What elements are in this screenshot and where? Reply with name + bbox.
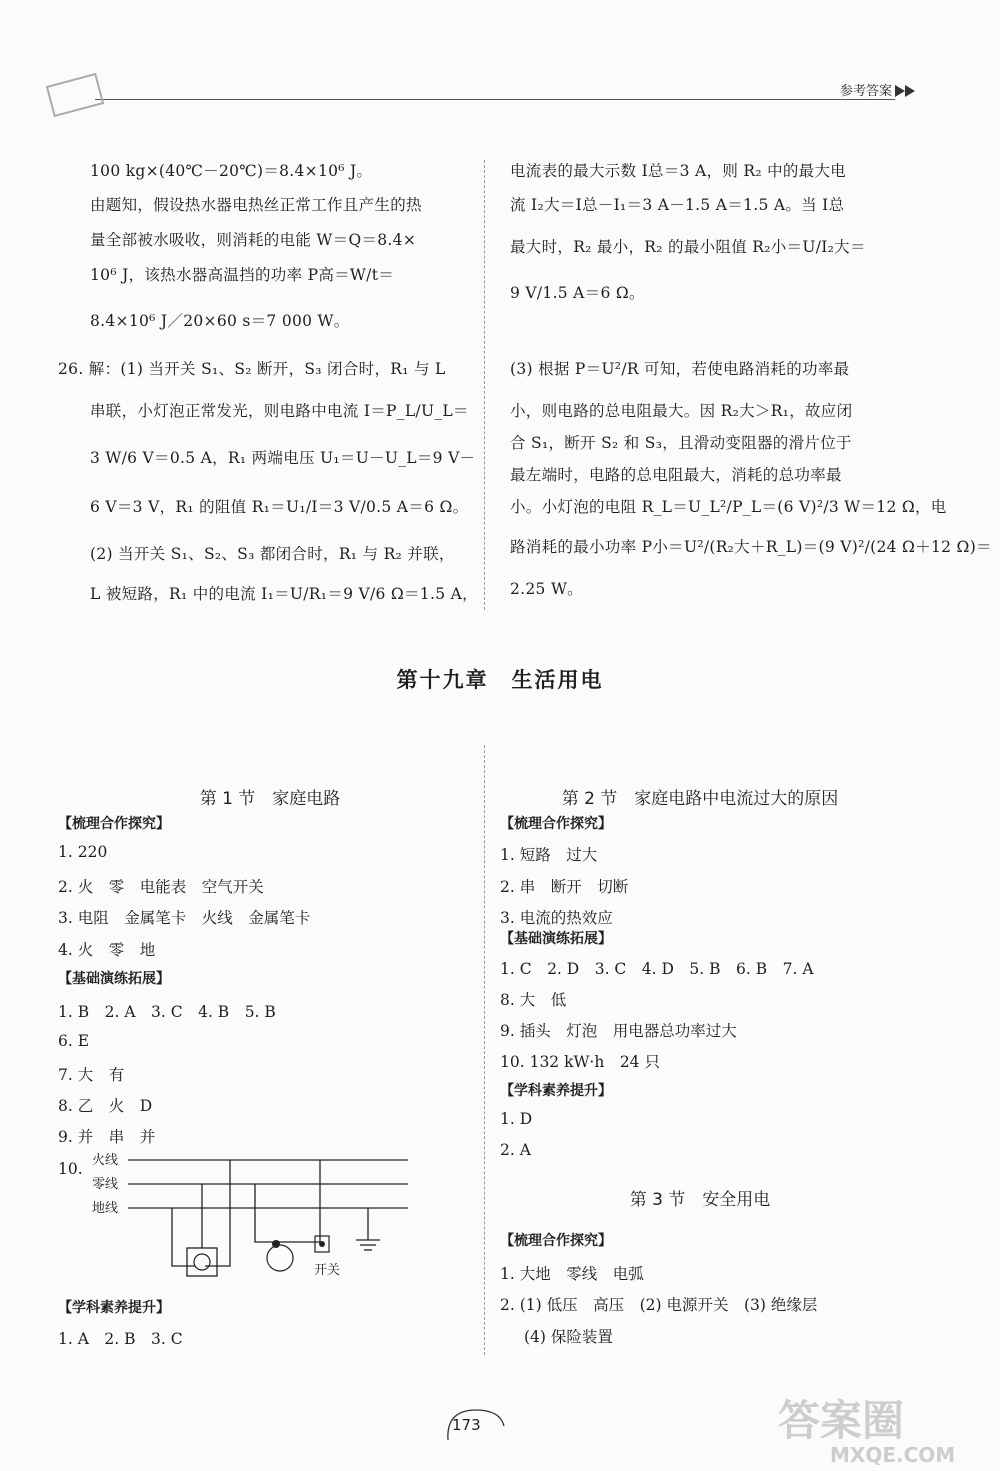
left-line-6: 26. 解：(1) 当开关 S₁、S₂ 断开，S₃ 闭合时，R₁ 与 L: [58, 360, 446, 378]
left-line-9: 6 V＝3 V，R₁ 的阻值 R₁＝U₁/I＝3 V/0.5 A＝6 Ω。: [90, 498, 469, 516]
section-1-block-1-label: 【梳理合作探究】: [58, 816, 170, 832]
left-line-8: 3 W/6 V＝0.5 A，R₁ 两端电压 U₁＝U－U_L＝9 V－: [90, 449, 476, 467]
watermark-logo: 答案圈: [778, 1396, 905, 1445]
list-item: 1. 大地 零线 电弧: [500, 1265, 644, 1283]
header-rule: [95, 99, 895, 100]
page-number-frame-icon: [442, 1402, 512, 1448]
section-2-block-2-label: 【基础演练拓展】: [500, 931, 612, 947]
right-line-9: 小。小灯泡的电阻 R_L＝U_L²/P_L＝(6 V)²/3 W＝12 Ω，电: [510, 498, 947, 516]
left-line-7: 串联，小灯泡正常发光，则电路中电流 I＝P_L/U_L＝: [90, 402, 469, 420]
list-item: (4) 保险装置: [524, 1328, 613, 1346]
right-line-5: (3) 根据 P＝U²/R 可知，若使电路消耗的功率最: [510, 360, 850, 378]
list-item: 9. 插头 灯泡 用电器总功率过大: [500, 1022, 737, 1040]
list-item: 1. D: [500, 1110, 533, 1128]
list-item: 7. 大 有: [58, 1066, 125, 1084]
right-line-8: 最左端时，电路的总电阻最大，消耗的总功率最: [510, 466, 842, 484]
fire-line-label: 火线: [92, 1153, 119, 1168]
right-line-4: 9 V/1.5 A＝6 Ω。: [510, 284, 645, 302]
list-item: 4. 火 零 地: [58, 941, 156, 959]
list-item: 9. 并 串 并: [58, 1128, 156, 1146]
lamp-icon: [267, 1245, 293, 1271]
list-item: 1. 短路 过大: [500, 846, 598, 864]
ground-line-label: 地线: [92, 1201, 119, 1216]
list-item: 1. A 2. B 3. C: [58, 1330, 183, 1348]
socket-icon: [187, 1248, 217, 1276]
left-line-5: 8.4×10⁶ J／20×60 s＝7 000 W。: [90, 312, 350, 330]
circuit-diagram: [90, 1148, 420, 1288]
list-item: 1. C 2. D 3. C 4. D 5. B 6. B 7. A: [500, 960, 814, 978]
left-line-2: 由题知，假设热水器电热丝正常工作且产生的热: [90, 196, 422, 214]
bottom-column-divider: [484, 745, 486, 1355]
section-3-block-1-label: 【梳理合作探究】: [500, 1233, 612, 1249]
section-1-block-2-label: 【基础演练拓展】: [58, 971, 170, 987]
list-item: 6. E: [58, 1032, 90, 1050]
list-item: 8. 大 低: [500, 991, 567, 1009]
corner-stamp-icon: [42, 72, 112, 122]
neutral-line-label: 零线: [92, 1177, 119, 1192]
header-arrow-icon: [893, 82, 923, 100]
left-line-10: (2) 当开关 S₁、S₂、S₃ 都闭合时，R₁ 与 R₂ 并联，: [90, 545, 455, 563]
right-line-11: 2.25 W。: [510, 580, 583, 598]
right-line-6: 小，则电路的总电阻最大。因 R₂大＞R₁，故应闭: [510, 402, 853, 420]
right-line-7: 合 S₁，断开 S₂ 和 S₃，且滑动变阻器的滑片位于: [510, 434, 852, 452]
list-item: 3. 电流的热效应: [500, 909, 613, 927]
list-item: 8. 乙 火 D: [58, 1097, 153, 1115]
list-item: 2. 火 零 电能表 空气开关: [58, 878, 264, 896]
question-10-label: 10.: [58, 1160, 83, 1178]
chapter-title: 第十九章 生活用电: [396, 668, 604, 692]
section-3-title: 第 3 节 安全用电: [629, 1190, 771, 1210]
section-2-title: 第 2 节 家庭电路中电流过大的原因: [561, 789, 839, 809]
switch-label: 开关: [314, 1263, 341, 1278]
section-2-block-1-label: 【梳理合作探究】: [500, 816, 612, 832]
list-item: 3. 电阻 金属笔卡 火线 金属笔卡: [58, 909, 311, 927]
section-2-block-3-label: 【学科素养提升】: [500, 1083, 612, 1099]
list-item: 10. 132 kW·h 24 只: [500, 1053, 660, 1071]
left-line-11: L 被短路，R₁ 中的电流 I₁＝U/R₁＝9 V/6 Ω＝1.5 A，: [90, 585, 478, 603]
list-item: 2. 串 断开 切断: [500, 878, 629, 896]
list-item: 2. (1) 低压 高压 (2) 电源开关 (3) 绝缘层: [500, 1296, 818, 1314]
list-item: 2. A: [500, 1141, 531, 1159]
header-label: 参考答案: [840, 84, 893, 99]
watermark-url: MXQE.COM: [830, 1443, 956, 1467]
left-line-1: 100 kg×(40℃－20℃)＝8.4×10⁶ J。: [90, 162, 373, 180]
section-1-title: 第 1 节 家庭电路: [199, 789, 341, 809]
right-line-3: 最大时，R₂ 最小，R₂ 的最小阻值 R₂小＝U/I₂大＝: [510, 238, 866, 256]
top-column-divider: [484, 160, 486, 610]
right-line-1: 电流表的最大示数 I总＝3 A，则 R₂ 中的最大电: [510, 162, 847, 180]
list-item: 1. B 2. A 3. C 4. B 5. B: [58, 1003, 276, 1021]
right-line-2: 流 I₂大＝I总－I₁＝3 A－1.5 A＝1.5 A。当 I总: [510, 196, 845, 214]
section-1-block-3-label: 【学科素养提升】: [58, 1300, 170, 1316]
list-item: 1. 220: [58, 843, 108, 861]
left-line-4: 10⁶ J，该热水器高温挡的功率 P高＝W/t＝: [90, 266, 395, 284]
left-line-3: 量全部被水吸收，则消耗的电能 W＝Q＝8.4×: [90, 231, 417, 249]
right-line-10: 路消耗的最小功率 P小＝U²/(R₂大＋R_L)＝(9 V)²/(24 Ω＋12 Ω)＝: [510, 538, 992, 556]
page-number: 173: [452, 1416, 481, 1434]
